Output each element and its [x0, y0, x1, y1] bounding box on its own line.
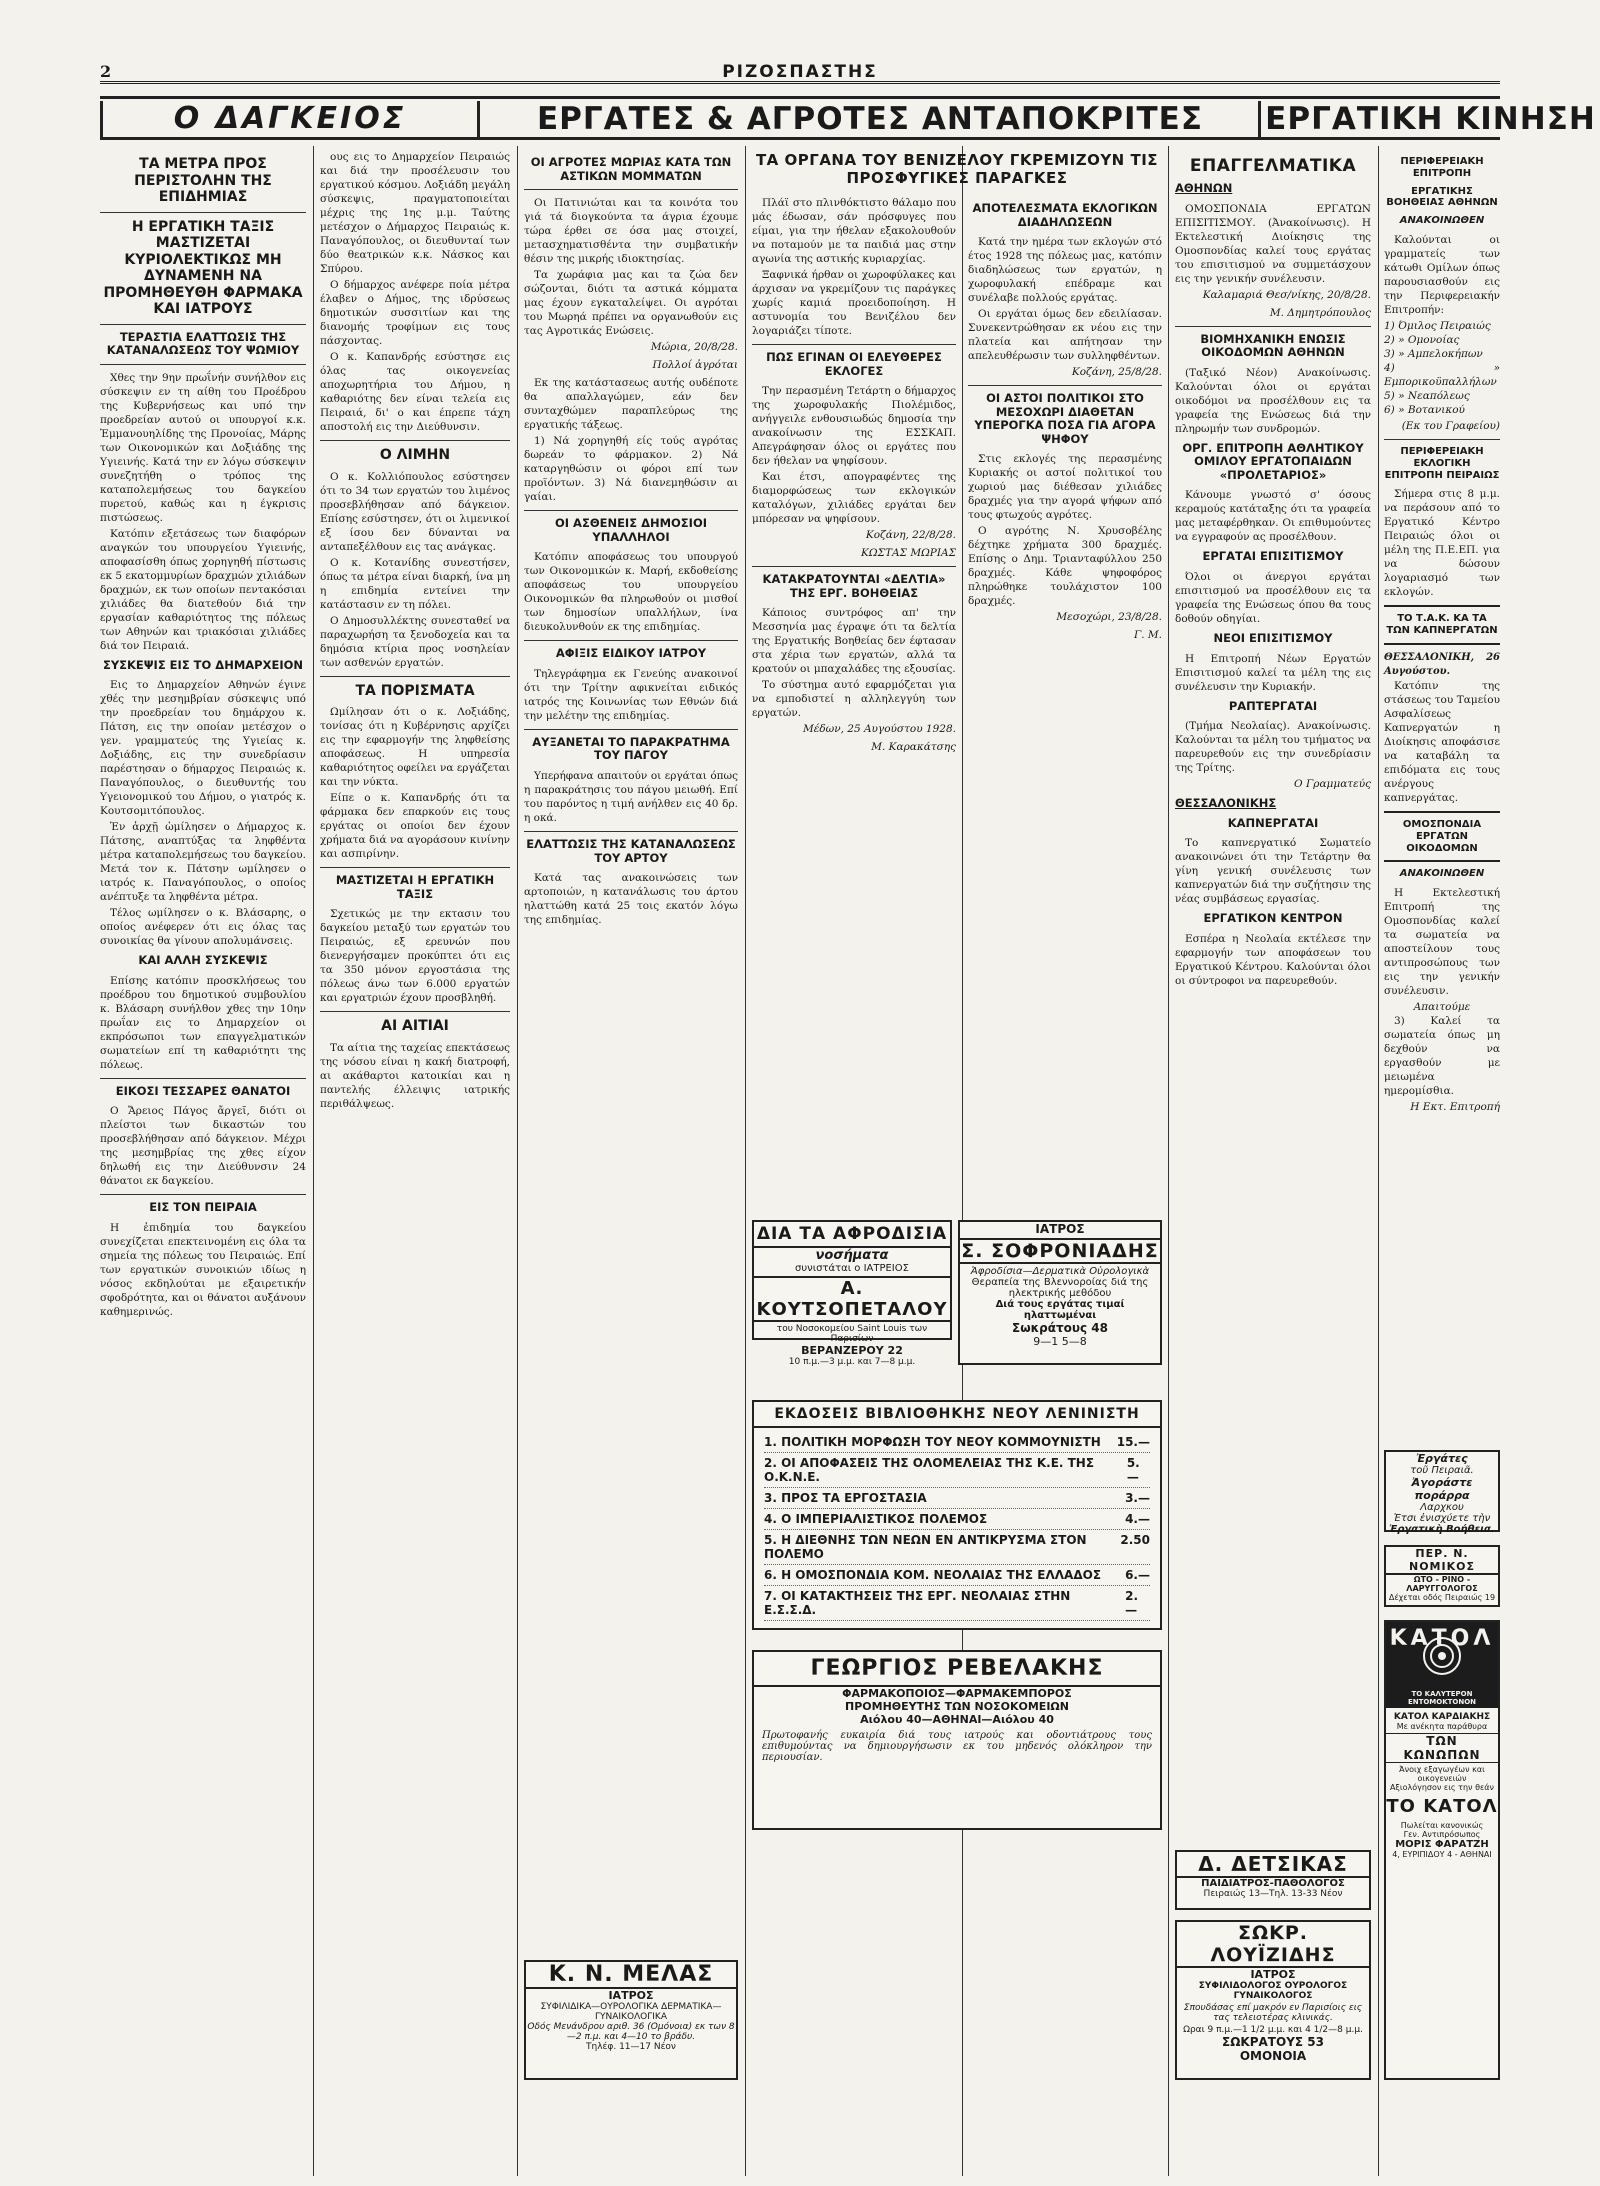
signature: ΚΩΣΤΑΣ ΜΩΡΙΑΣ — [861, 547, 956, 560]
subheading: ΕΙΣ ΤΟΝ ΠΕΙΡΑΙΑ — [149, 1200, 257, 1215]
dateline: Μεσοχώρι, 23/8/28. — [1056, 611, 1162, 624]
ad-name: ΣΩΚΡ. ΛΟΥΪΖΙΔΗΣ — [1177, 1922, 1369, 1968]
ad-text: ΤΟ ΚΑΛΥΤΕΡΟΝ ΕΝΤΟΜΟΚΤΟΝΟΝ — [1407, 1690, 1477, 1706]
article-paragraph: Επίσης κατόπιν προσκλήσεως του προέδρου του δημοτικού συμβουλίου κ. Βλάσαρη συνήλθον χθες την 10ην πρωΐαν εις το Δημαρχείον οι εκπρόσωποι των επαγγελματικών σωματείων επί τη καθαριότητι της πόλεως. — [100, 974, 306, 1071]
katol-logo: ΚΑΤΟΛ — [1389, 1626, 1495, 1651]
headline-farmers: ΟΙ ΑΓΡΟΤΕΣ ΜΩΡΙΑΣ ΚΑΤΑ ΤΩΝ ΑΣΤΙΚΩΝ ΜΟΜΜΑΤΩΝ — [530, 155, 732, 183]
katol-logo-box — [1386, 1622, 1498, 1708]
article-paragraph: Τηλεγράφημα εκ Γενεύης ανακοινοί ότι την Τρίτην αφικνείται ειδικός ιατρός της Κοινωνίας των Εθνών διά την μελέτην της επιδημίας. — [524, 667, 738, 722]
subheading-conclusions: ΤΑ ΠΟΡΙΣΜΑΤΑ — [355, 682, 475, 699]
article-paragraph: Εκ της κατάστασεως αυτής ουδέποτε θα απαλλαγώμεν, εάν δεν συνταχθώμεν παραπλεύρως της εργατικής τάξεως. — [524, 377, 738, 432]
article-paragraph: Ἐν ἀρχῇ ὡμίλησεν ο Δήμαρχος κ. Πάτσης, αναπτύξας τα ληφθέντα μέτρα καταπολεμήσεως του δαγκείου. Μετά τον κ. Πάτσην ωμίλησεν ο ιατρός κ. Παναγόπουλος, ο οποίος ανέπτυξε τα ληφθέντα μέτρα. — [100, 821, 306, 904]
group-list — [1384, 319, 1500, 417]
section-header-band — [100, 96, 1596, 140]
subheading: Απαιτούμε — [1413, 1001, 1471, 1014]
article-paragraph: Στις εκλογές της περασμένης Κυριακής οι αστοί πολιτικοί του χωριού μας διέθεσαν χιλιάδες δραχμές για την αγορά ψήφων από τους φτωχούς αγρότες. — [968, 453, 1162, 522]
subheading: ΡΑΠΤΕΡΓΑΤΑΙ — [1228, 698, 1318, 713]
article-paragraph: Ο κ. Καπανδρής εσύστησε εις όλας τας οικογενείας αποχωρητήρια του Δήμου, η καθαριότης δεν είναι τελεία εις Πειραιά, δι' ο και έπρεπε τάχη αποστολή εις την Διεύθυνσιν. — [320, 351, 510, 433]
section-title-correspondents: ΕΡΓΑΤΕΣ & ΑΓΡΟΤΕΣ ΑΝΤΑΠΟΚΡΙΤΕΣ — [536, 101, 1203, 137]
column-correspondents-1 — [524, 150, 738, 1960]
paper-title: ΡΙΖΟΣΠΑΣΤΗΣ — [722, 62, 878, 82]
subheading: ΚΑΠΝΕΡΓΑΤΑΙ — [1227, 815, 1319, 830]
article-paragraph: Ο Ἄρειος Πάγος ἄργεῖ, διότι οι πλείστοι των δικαστών του προσεβλήθησαν από δάγκειον. Μέχρι της μεσημβρίας της χθες είχον δηλωθή εις την Διεύθυνσιν 24 θάνατοι εκ δαγκείου. — [100, 1105, 306, 1188]
article-paragraph: Κάνουμε γνωστό σ' όσους κεραμούς κατάταξης ότι τα γραφεία μας μεταφέρθηκαν. Οι επιθυμούντες να εγγραφούν ας προσέλθουν. — [1175, 489, 1371, 544]
headline-builders: ΟΜΟΣΠΟΝΔΙΑ ΕΡΓΑΤΩΝ ΟΙΚΟΔΟΜΩΝ — [1402, 818, 1482, 854]
column-regional — [1384, 150, 1500, 1440]
page-number: 2 — [100, 62, 112, 81]
subheading: ΟΙ ΑΣΘΕΝΕΙΣ ΔΗΜΟΣΙΟΙ ΥΠΑΛΛΗΛΟΙ — [555, 516, 707, 544]
subheading: ΕΡΓΑΤΙΚΟΝ ΚΕΝΤΡΟΝ — [1203, 911, 1343, 926]
article-paragraph: Ωμίλησαν ότι ο κ. Λοξιάδης, τονίσας ότι η Κυβέρνησις αρχίζει εις την εφαρμογήν της ληφθείσης αποφάσεως. Η υπηρεσία καθαριότητος οφείλει να εργάζεται και την νύκτα. — [320, 706, 510, 789]
article-paragraph: Σήμερα στις 8 μ.μ. να περάσουν από το Εργατικό Κέντρο Πειραιώς όλοι οι μέλη της Π.Ε.ΕΠ. για να δώσουν λογαριασμό των εκλογών. — [1384, 488, 1500, 599]
subheading: ΑΝΑΚΟΙΝΩΘΕΝ — [1399, 215, 1485, 227]
ad-text: Θεραπεία της Βλεννοροίας διά της ηλεκτρικής μεθόδου — [971, 1277, 1149, 1299]
subheading-port: Ο ΛΙΜΗΝ — [379, 447, 451, 463]
section-title-dagkeios: Ο ΔΑΓΚΕΙΟΣ — [100, 101, 480, 137]
article-paragraph: Εσπέρα η Νεολαία εκτέλεσε την εφαρμογήν των αποφάσεων του Εργατικού Κέντρου. Καλούνται όλοι οι σύντροφοι να παρευρεθούν. — [1175, 932, 1371, 987]
masthead — [100, 62, 1500, 84]
signature: Γ. Μ. — [1133, 629, 1162, 642]
article-paragraph: Τα χωράφια μας και τα ζώα δεν σώζονται, διότι τα αστικά κόμματα μας έχουν εγκαταλείψει. Οι αγρόται του Μωρηά πρέπει να οργανωθούν εις τας Αγροτικάς Ενώσεις. — [524, 269, 738, 338]
subheading: ΑΝΑΚΟΙΝΩΘΕΝ — [1399, 868, 1485, 880]
ad-sofroniadis — [958, 1220, 1162, 1365]
ad-text: ΠΑΙΔΙΑΤΡΟΣ-ΠΑΘΟΛΟΓΟΣ — [1201, 1878, 1345, 1889]
ad-text: ΟΜΟΝΟΙΑ — [1239, 2049, 1307, 2063]
subheading: ΑΦΙΞΙΣ ΕΙΔΙΚΟΥ ΙΑΤΡΟΥ — [555, 646, 707, 661]
article-paragraph: 1) Νά χορηγηθή είς τούς αγρότας δωρεάν το φάρμακον. 2) Νά καταργηθώσιν οι φόροι επί των προϊόντων. 3) Νά διανεμηθώσιν αι γαίαι. — [524, 435, 738, 504]
ad-address: Δέχεται οδός Πειραιώς 19 — [1388, 1593, 1496, 1602]
subheading: ΠΩΣ ΕΓΙΝΑΝ ΟΙ ΕΛΕΥΘΕΡΕΣ ΕΚΛΟΓΕΣ — [766, 350, 942, 378]
ad-address: ΣΩΚΡΑΤΟΥΣ 53 — [1222, 2035, 1324, 2049]
ad-text: Ἀφροδίσια—Δερματικὰ Οὐρολογικὰ — [970, 1266, 1150, 1277]
ad-name: Δ. ΔΕΤΣΙΚΑΣ — [1177, 1852, 1369, 1878]
ad-phone: Τηλέφ. 11—17 Νέον — [586, 2042, 676, 2052]
ad-text: ΩΤΟ - ΡΙΝΟ - ΛΑΡΥΓΓΟΛΟΓΟΣ — [1406, 1575, 1478, 1593]
article-paragraph: Το σύστημα αυτό εφαρμόζεται για να εμποδιστεί η αλληλεγγύη των εργατών. — [752, 679, 956, 720]
ad-address: Σωκράτους 48 — [1012, 1321, 1108, 1335]
list-item: 5) » Νεαπόλεως — [1384, 389, 1470, 402]
ad-text: ΙΑΤΡΟΣ — [1035, 1222, 1085, 1236]
ad-headline: ΔΙΑ ΤΑ ΑΦΡΟΔΙΣΙΑ — [754, 1222, 950, 1248]
subheading: ΜΑΣΤΙΖΕΤΑΙ Η ΕΡΓΑΤΙΚΗ ΤΑΞΙΣ — [335, 873, 495, 901]
list-item: 7. ΟΙ ΚΑΤΑΚΤΗΣΕΙΣ ΤΗΣ ΕΡΓ. ΝΕΟΛΑΙΑΣ ΣΤΗΝ Ε.Σ.Σ.Δ. 2.— — [764, 1586, 1150, 1621]
list-item: 1) Όμιλος Πειραιώς — [1384, 319, 1491, 332]
headline-regional: ΠΕΡΙΦΕΡΕΙΑΚΗ ΕΠΙΤΡΟΠΗ — [1400, 156, 1484, 179]
ad-name: Α. ΚΟΥΤΣΟΠΕΤΑΛΟΥ — [754, 1276, 950, 1322]
ad-text: Ἀγοράστε ποράρρα — [1411, 1476, 1473, 1502]
ad-address: 4, ΕΥΡΙΠΙΔΟΥ 4 - ΑΘΗΝΑΙ — [1392, 1850, 1492, 1859]
article-paragraph: Κατόπιν της στάσεως του Ταμείου Ασφαλίσεως Καπνεργατών η Διοίκησις αποφάσισε να καταβάλη τα επιδόματα εις τους ανέργους καπνεργάτας. — [1384, 679, 1500, 804]
column-rule — [1378, 146, 1379, 2176]
subheading: ΑΥΞΑΝΕΤΑΙ ΤΟ ΠΑΡΑΚΡΑΤΗΜΑ ΤΟΥ ΠΑΓΟΥ — [532, 734, 730, 763]
ad-address: Οδός Μενάνδρου αριθ. 36 (Ομόνοια) εκ των 8—2 π.μ. και 4—10 το βράδυ. — [527, 2022, 735, 2042]
ad-text: ΙΑΤΡΟΣ — [1250, 1968, 1296, 1981]
ad-text: Πρωτοφανής ευκαιρία διά τους ιατρούς και οδοντιάτρους τους επιθυμούντας να δημιουργήσωσιν εκ του μηδενός ολόκληρον την περιουσίαν. — [762, 1730, 1152, 1763]
dateline: Κοζάνη, 25/8/28. — [1071, 366, 1162, 379]
ad-text: ΦΑΡΜΑΚΟΠΟΙΟΣ—ΦΑΡΜΑΚΕΜΠΟΡΟΣ — [842, 1687, 1072, 1700]
list-item: 6. Η ΟΜΟΣΠΟΝΔΙΑ ΚΟΜ. ΝΕΟΛΑΙΑΣ ΤΗΣ ΕΛΛΑΔΟΣ 6.— — [764, 1565, 1150, 1586]
article-paragraph: Η Επιτροπή Νέων Εργατών Επισιτισμού καλεί τα μέλη της εις συνέλευσιν την Κυριακήν. — [1175, 652, 1371, 693]
ad-text: ΙΑΤΡΟΣ — [608, 1989, 654, 2002]
section-title-labor-movement: ΕΡΓΑΤΙΚΗ ΚΙΝΗΣΗ — [1258, 101, 1600, 137]
list-item: 2. ΟΙ ΑΠΟΦΑΣΕΙΣ ΤΗΣ ΟΛΟΜΕΛΕΙΑΣ ΤΗΣ Κ.Ε. ΤΗΣ Ο.Κ.Ν.Ε. 5.— — [764, 1453, 1150, 1488]
ad-text: ΠΡΟΜΗΘΕΥΤΗΣ ΤΩΝ ΝΟΣΟΚΟΜΕΙΩΝ — [845, 1700, 1069, 1713]
ad-louizidis — [1175, 1920, 1371, 2080]
ad-text: Λαρχκου — [1420, 1502, 1464, 1513]
article-paragraph: Την περασμένη Τετάρτη ο δήμαρχος της χωροφυλακής Πιολέμιδος, ανήγγειλε ενθουσιωδώς δημοσία την ανακοίνωσιν της ΕΣΣΚΑΠ. Απεγράφησαν όλος οι εργάτες που δεν ήθελαν να ψηφίσουν. — [752, 385, 956, 468]
list-item: 3. ΠΡΟΣ ΤΑ ΕΡΓΟΣΤΑΣΙΑ 3.— — [764, 1488, 1150, 1509]
ad-katol — [1384, 1620, 1500, 2080]
ad-name: ΤΟ ΚΑΤΟΛ — [1386, 1796, 1498, 1817]
column-rule — [1168, 146, 1169, 2176]
article-paragraph: Ο δήμαρχος ανέφερε ποία μέτρα έλαβεν ο Δήμος, της ιδρύσεως δημοτικών συσσιτίων και της διανομής τροφίμων εις τους πάσχοντας. — [320, 279, 510, 347]
column-rule — [745, 146, 746, 2176]
ad-headline: ΕΚΔΟΣΕΙΣ ΒΙΒΛΙΟΘΗΚΗΣ ΝΕΟΥ ΛΕΝΙΝΙΣΤΗ — [754, 1402, 1160, 1428]
column-correspondents-2 — [752, 196, 956, 1196]
dateline: ΘΕΣΣΑΛΟΝΙΚΗ, 26 Αυγούστου. — [1384, 651, 1500, 677]
ad-address: Αιόλου 40—ΑΘΗΝΑΙ—Αιόλου 40 — [860, 1713, 1054, 1726]
ad-name: Σ. ΣΟΦΡΟΝΙΑΔΗΣ — [961, 1240, 1159, 1262]
ad-address: Πειραιώς 13—Τηλ. 13-33 Νέον — [1203, 1889, 1343, 1899]
ad-text: Ἀνοιχ εξαγωγέων και οικογενειών — [1399, 1765, 1485, 1783]
signature: Ο Γραμματεύς — [1294, 778, 1371, 791]
ad-ergates — [1384, 1450, 1500, 1535]
headline-regional-b: ΕΡΓΑΤΙΚΗΣ ΒΟΗΘΕΙΑΣ ΑΘΗΝΩΝ — [1386, 185, 1498, 209]
dateline: Μέδων, 25 Αυγούστου 1928. — [802, 723, 956, 736]
article-paragraph: Σχετικώς με την εκτασιν του δαγκείου μεταξύ των εργατών του Πειραιώς, εξ ερευνών που διενεργήσαμεν προκύπτει ότι εις τα 350 μόνον εργοστάσια της πόλεως άνω των 6.000 εργατών και εργατριών έχουν προσβληθή. — [320, 908, 510, 1005]
subheading-thessaloniki: ΘΕΣΣΑΛΟΝΙΚΗΣ — [1175, 796, 1277, 811]
ad-text: Πωλείται κανονικώς — [1400, 1821, 1484, 1830]
ad-nomikos — [1384, 1545, 1500, 1607]
subheading: ΟΡΓ. ΕΠΙΤΡΟΠΗ ΑΘΛΗΤΙΚΟΥ ΟΜΙΛΟΥ ΕΡΓΑΤΟΠΑΙΔΩΝ «ΠΡΟΛΕΤΑΡΙΟΣ» — [1182, 440, 1364, 482]
article-paragraph: Η ἐπιδημία του δαγκείου συνεχίζεται επεκτεινομένη εις όλα τα σημεία της πόλεως του Πειραιώς. Επί των εργατικών συνοικιών ιδίως η νόσος εκδηλούται με εξαιρετικήν σφοδρότητα, και οι θάνατοι αυξάνουν καθημερινώς. — [100, 1222, 306, 1319]
ad-afrodisia — [752, 1220, 952, 1367]
dateline: Μώρια, 20/8/28. — [650, 341, 738, 354]
column-correspondents-3 — [968, 196, 1162, 1196]
subheading-causes: ΑΙ ΑΙΤΙΑΙ — [381, 1018, 449, 1035]
headline-measures: ΤΑ ΜΕΤΡΑ ΠΡΟΣ ΠΕΡΙΣΤΟΛΗΝ ΤΗΣ ΕΠΙΔΗΜΙΑΣ — [134, 156, 272, 206]
ad-text: ΚΑΤΟΛ ΚΑΡΔΙΑΚΗΣ — [1393, 1712, 1491, 1722]
headline-venizelos: ΤΑ ΟΡΓΑΝΑ ΤΟΥ ΒΕΝΙΖΕΛΟΥ ΓΚΡΕΜΙΖΟΥΝ ΤΙΣ ΠΡΟΣΦΥΓΙΚΕΣ ΠΑΡΑΓΚΕΣ — [755, 151, 1159, 187]
ad-hours: Ωραι 9 π.μ.—1 1/2 μ.μ. και 4 1/2—8 μ.μ. — [1183, 2025, 1363, 2035]
list-item: 3) » Αμπελοκήπων — [1384, 347, 1483, 360]
article-paragraph: Πλάϊ στο πλινθόκτιστο θάλαμο που μάς έδωσαν, σάν πρόσφυγες που είμαι, για την ήθελαν εξακολουθούν να ποταμούν με τα παιδιά μας στην αγωνία της αστικής κυριαρχίας. — [752, 197, 956, 265]
subheading: ΣΥΣΚΕΨΙΣ ΕΙΣ ΤΟ ΔΗΜΑΡΧΕΙΟΝ — [102, 657, 304, 672]
ad-text: Ἐργάτες — [1416, 1452, 1468, 1465]
signature: (Εκ του Γραφείου) — [1401, 419, 1500, 432]
ad-text: του Νοσοκομείου Saint Louis των Παρισίων — [776, 1324, 928, 1344]
headline-tak: ΤΟ Τ.Α.Κ. ΚΑ ΤΑ ΤΩΝ ΚΑΠΝΕΡΓΑΤΩΝ — [1386, 613, 1498, 637]
ad-text: ΣΥΦΙΛΙΔΙΚΑ—ΟΥΡΟΛΟΓΙΚΑ ΔΕΡΜΑΤΙΚΑ—ΓΥΝΑΙΚΟΛΟΓΙΚΑ — [540, 2002, 722, 2022]
article-paragraph: Και έτσι, απογραφέντες της διαμορφώσεως των εκλογικών καταλόγων, χιλιάδες εργάται δεν μπόρεσαν να ψηφίσουν. — [752, 471, 956, 526]
article-paragraph: Καλούνται οι γραμματείς των κάτωθι Ομίλων όπως παρουσιασθούν εις την Περιφερειακήν Επιτροπήν: — [1384, 233, 1500, 316]
headline-working-class: Η ΕΡΓΑΤΙΚΗ ΤΑΞΙΣ ΜΑΣΤΙΖΕΤΑΙ ΚΥΡΙΟΛΕΚΤΙΚΩΣ ΜΗ ΔΥΝΑΜΕΝΗ ΝΑ ΠΡΟΜΗΘΕΥΘΗ ΦΑΡΜΑΚΑ ΚΑΙ ΙΑΤΡΟΥΣ — [103, 218, 303, 318]
article-paragraph: Υπερήφανα απαιτούν οι εργάται όπως η παρακράτησις του πάγου μειωθή. Επί του παρόντος η τιμή ανήλθεν εις 40 δρ. η οκά. — [524, 769, 738, 824]
ad-hours: 10 π.μ.—3 μ.μ. και 7—8 μ.μ. — [788, 1357, 916, 1367]
article-paragraph: (Τμήμα Νεολαίας). Ανακοίνωσις. Καλούνται τα μέλη του τμήματος να παρευρεθούν εις την συνεδρίασιν της Τρίτης. — [1175, 720, 1371, 775]
list-item: 2) » Ομονοίας — [1384, 333, 1460, 346]
signature: Μ. Καρακάτσης — [871, 741, 956, 754]
column-rule — [962, 146, 963, 2176]
list-item: 4. Ο ΙΜΠΕΡΙΑΛΙΣΤΙΚΟΣ ΠΟΛΕΜΟΣ 4.— — [764, 1509, 1150, 1530]
signature: Η Εκτ. Επιτροπή — [1410, 1101, 1500, 1114]
column-rule — [517, 146, 518, 2176]
list-item: 6) » Βοτανικού — [1384, 403, 1465, 416]
ad-text: Διά τους εργάτας τιμαί ηλαττωμέναι — [995, 1299, 1125, 1321]
article-paragraph: Τα αίτια της ταχείας επεκτάσεως της νόσου είναι η κακή διατροφή, αι ακάθαρτοι κατοικίαι και η παντελής έλλειψις ιατρικής περιθάλψεως. — [320, 1041, 510, 1110]
ad-text: Σπουδάσας επί μακρόν εν Παρισίοις εις τας τελειοτέρας κλινικάς. — [1183, 2003, 1363, 2023]
ad-text: Με ανέκητα παράθυρα — [1396, 1722, 1488, 1731]
article-paragraph: Το καπνεργατικό Σωματείο ανακοινώνει ότι την Τετάρτην θα γίνη γενική συνέλευσις των καπνεργατών διά την συζήτησιν της νέας συμβάσεως εργασίας. — [1175, 837, 1371, 906]
ad-text: ΣΥΦΙΛΙΔΟΛΟΓΟΣ ΟΥΡΟΛΟΓΟΣ ΓΥΝΑΙΚΟΛΟΓΟΣ — [1198, 1981, 1348, 2001]
ad-text: συνιστάται ο ΙΑΤΡΕΙΟΣ — [795, 1263, 909, 1274]
column-rule — [313, 146, 314, 2176]
ad-text: ΤΩΝ ΚΩΝΩΠΩΝ — [1386, 1733, 1498, 1763]
signature: Μ. Δημητρόπουλος — [1269, 306, 1371, 319]
dateline: Καλαμαριά Θεσ/νίκης, 20/8/28. — [1202, 288, 1371, 301]
ad-name: ΓΕΩΡΓΙΟΣ ΡΕΒΕΛΑΚΗΣ — [754, 1652, 1160, 1687]
article-paragraph: Χθες την 9ην πρωΐνήν συνήλθον εις σύσκεψιν εν τη αίθη του Προέδρου της Κυβερνήσεως και υπό την προεδρείαν αυτού οι υπουργοί κ.κ. Ἐμμανουηλίδης της Προνοίας, Μάρης των Οικονομικών και Δοξιάδης της Υγιεινής. Κατά την εν λόγω σύσκεψιν συνεζητήθη ο τρόπος της καταπολεμήσεως του δαγκείου πυρετού, καθώς και η έγκρισις πιστώσεως. — [100, 371, 306, 524]
ad-name: ΠΕΡ. Ν. ΝΟΜΙΚΟΣ — [1386, 1547, 1498, 1575]
subheading: ΑΠΟΤΕΛΕΣΜΑΤΑ ΕΚΛΟΓΙΚΩΝ ΔΙΑΔΗΛΩΣΕΩΝ — [972, 201, 1158, 229]
article-paragraph: Οι Πατινιώται και τα κοινότα του γιά τά διογκούντα τα άγρια έχουμε τώρα έρθει σε όσα μας στοιχεί, μετασχηματισθέντα την συμβατικήν θέσιν της μικρής ιδιοκτησίας. — [524, 197, 738, 266]
article-paragraph: Ξαφνικά ήρθαν οι χωροφύλακες και άρχισαν να γκρεμίζουν τις παράγκες χωρίς καμιά προειδοποίηση. Η αστυνομία του Βενιζέλου δεν λογαριάζει τίποτε. — [752, 269, 956, 337]
subheading: ΒΙΟΜΗΧΑΝΙΚΗ ΕΝΩΣΙΣ ΟΙΚΟΔΟΜΩΝ ΑΘΗΝΩΝ — [1200, 331, 1346, 360]
article-paragraph: Ο κ. Κολλιόπουλος εσύστησεν ότι το 34 των εργατών του λιμένος προσεβλήθησαν από δάγκειον. Επίσης εσύστησεν, ότι οι λιμενικοί εξ ίσου δεν δύνανται να ανταπεξέλθουν εις τας ανάγκας. — [320, 470, 510, 553]
headline-professional: ΕΠΑΓΓΕΛΜΑΤΙΚΑ — [1189, 156, 1357, 176]
subheading: ΚΑΙ ΑΛΛΗ ΣΥΣΚΕΨΙΣ — [138, 953, 268, 968]
subheading: ΕΙΚΟΣΙ ΤΕΣΣΑΡΕΣ ΘΑΝΑΤΟΙ — [115, 1083, 291, 1098]
subheading: ΕΛΑΤΤΩΣΙΣ ΤΗΣ ΚΑΤΑΝΑΛΩΣΕΩΣ ΤΟΥ ΑΡΤΟΥ — [526, 836, 736, 865]
article-paragraph: Κατά την ημέρα των εκλογών στό έτος 1928 της πόλεως μας, κατόπιν διαδηλώσεως των εργατών, η χωροφυλακή επέδραμε και συνέλαβε πολλούς εργάτας. — [968, 236, 1162, 305]
list-item: 1. ΠΟΛΙΤΙΚΗ ΜΟΡΦΩΣΗ ΤΟΥ ΝΕΟΥ ΚΟΜΜΟΥΝΙΣΤΗ 15.— — [764, 1432, 1150, 1453]
subheading: ΝΕΟΙ ΕΠΙΣΙΤΙΣΜΟΥ — [1213, 630, 1333, 645]
article-paragraph: Η Εκτελεστική Επιτροπή της Ομοσπονδίας καλεί τα σωματεία να αποστείλουν τους αντιπροσώπους των εις την γενικήν συνέλευσιν. — [1384, 887, 1500, 998]
ad-address: ΒΕΡΑΝΖΕΡΟΥ 22 — [801, 1344, 903, 1357]
subheading: ΚΑΤΑΚΡΑΤΟΥΝΤΑΙ «ΔΕΛΤΙΑ» ΤΗΣ ΕΡΓ. ΒΟΗΘΕΙΑΣ — [762, 572, 946, 600]
ad-text: Αξιολόγησον εις την θεάν — [1389, 1783, 1495, 1792]
subheading: ΠΕΡΙΦΕΡΕΙΑΚΗ ΕΚΛΟΓΙΚΗ ΕΠΙΤΡΟΠΗ ΠΕΙΡΑΙΩΣ — [1384, 445, 1500, 481]
article-paragraph: Κάποιος συντρόφος απ' την Μεσσηνία μας έγραψε ότι τα δελτία της Εργατικής Βοηθείας δεν έφτασαν στα χέρια των εργατών, αλλά τα κρατούν οι μπαχαλάδες της εξουσίας. — [752, 607, 956, 676]
subheading: ΕΡΓΑΤΑΙ ΕΠΙΣΙΤΙΣΜΟΥ — [1202, 549, 1344, 564]
headline-span — [752, 150, 1162, 190]
ad-detsikas — [1175, 1850, 1371, 1910]
dateline: Κοζάνη, 22/8/28. — [865, 529, 956, 542]
subheading: ΟΙ ΑΣΤΟΙ ΠΟΛΙΤΙΚΟΙ ΣΤΟ ΜΕΣΟΧΩΡΙ ΔΙΑΘΕΤΑΝ ΥΠΕΡΟΓΚΑ ΠΟΣΑ ΓΙΑ ΑΓΟΡΑ ΨΗΦΟΥ — [974, 391, 1156, 446]
column-dagkeios-main — [100, 150, 306, 2180]
ad-melas — [524, 1960, 738, 2080]
article-paragraph: 3) Καλεί τα σωματεία όπως μη δεχθούν να εργασθούν με μειωμένα ημερομίσθια. — [1384, 1015, 1500, 1098]
ad-revelakis — [752, 1650, 1162, 1830]
list-item: 4) » Εμπορικοϋπαλλήλων — [1384, 361, 1500, 388]
ad-hours: 9—1 5—8 — [1033, 1335, 1087, 1348]
ad-text: τοῦ Πειραιᾶ. — [1410, 1465, 1474, 1476]
list-item: 5. Η ΔΙΕΘΝΗΣ ΤΩΝ ΝΕΩΝ ΕΝ ΑΝΤΙΚΡΥΣΜΑ ΣΤΟΝ ΠΟΛΕΜΟ 2.50 — [764, 1530, 1150, 1565]
article-paragraph: Ο Δημοσυλλέκτης συνεσταθεί να παραχωρήση τα ξενοδοχεία και τα δημόσια κτίρια προς νοσηλείαν των ασθενών εργατών. — [320, 614, 510, 669]
article-paragraph: ΟΜΟΣΠΟΝΔΙΑ ΕΡΓΑΤΩΝ ΕΠΙΣΙΤΙΣΜΟΥ. (Ἀνακοίνωσις). Η Εκτελεστική Διοίκησις της Ομοσπονδίας καλεί τους εργάτας του επισιτισμού να συμμετάσχουν εις την γενικήν συνέλευσιν. — [1175, 202, 1371, 285]
article-paragraph: Είπε ο κ. Καπανδρής ότι τα φάρμακα δεν επαρκούν εις τους εργάτας οι οποίοι δεν έχουν χρήματα διά να αγοράσουν κινίνην και ασπιρίνην. — [320, 792, 510, 861]
ad-text: Ἐργατικὴ Βοήθεια. — [1389, 1524, 1495, 1535]
ad-text: Γεν. Αντιπρόσωπος — [1403, 1830, 1481, 1839]
ad-name: Κ. Ν. ΜΕΛΑΣ — [526, 1962, 736, 1989]
article-paragraph: Τέλος ωμίλησεν ο κ. Βλάσαρης, ο οποίος ανέφερεν ότι εις όλας τας συνοικίας θα γίνουν απολυμάνσεις. — [100, 907, 306, 948]
article-paragraph: Κατόπιν αποφάσεως του υπουργού των Οικονομικών κ. Μαρή, εκδοθείσης αποφάσεως του υπουργείου Οικονομικών θα πληρωθούν οι μισθοί των δημοσίων υπαλλήλων, ίνα διευκολυνθούν εκ της επιδημίας. — [524, 551, 738, 634]
article-paragraph: ους εις το Δημαρχείον Πειραιώς και διά την προσέλευσιν του εργατικού κόσμου. Λοξιάδη μεγάλη σύσκεψις, πραγματοποιείται μέχρις της 1ης μ.μ. Ταύτης μετέσχον ο Δήμαρχος Πειραιώς κ. Παναγόπουλος, οι διευθυνταί των δύο θεατρικών κ.κ. Νάσκος και Σπύρου. — [320, 151, 510, 275]
article-paragraph: Εις το Δημαρχείον Αθηνών έγινε χθές την μεσημβρίαν σύσκεψις υπό την προεδρείαν του δημάρχου κ. Πάτση, εις την οποίαν μετέσχον ο γεν. γραμματεύς της Υγιείας κ. Δοξιάδης, εις την συνεδρίασιν παρέστησαν ο δήμαρχος Πειραιώς κ. Παναγόπουλος, ο διευθυντής του Υγειονομικού του Δήμου, ο γιατρός κ. Κουτσομιτόπουλος. — [100, 679, 306, 818]
signature: Πολλοί ἀγρόται — [652, 359, 738, 372]
ad-text: Ἐτσι ἐνισχύετε τὴν — [1393, 1513, 1491, 1524]
article-paragraph: Κατόπιν εξετάσεως των διαφόρων αναγκών του υπουργείου Υγιεινής, αποφασίσθη όπως χορηγηθή πίστωσις εκ 5 εκατομμυρίων δραχμών χιλιάδων δραχμών, εκ των οποίων πεντακόσιαι χιλιάδες θα διατεθούν διά την εργασίαν καθαριότητος της πόλεως των Αθηνών και τριακόσιαι χιλιάδες διά τον Πειραιά. — [100, 527, 306, 652]
article-paragraph: Ο αγρότης Ν. Χρυσοβέλης δέχτηκε χρήματα 300 δραχμές. Επίσης ο Δημ. Τριανταφύλλου 250 δραχμές. Κάθε ψηφοφόρος πληρώθηκε τουλάχιστον 100 δραχμές. — [968, 525, 1162, 608]
column-dagkeios-cont — [320, 150, 510, 2180]
book-list — [754, 1428, 1160, 1625]
ad-text: νοσήματα — [815, 1248, 889, 1263]
article-paragraph: (Ταξικό Νέον) Ανακοίνωσις. Καλούνται όλοι οι εργάται οικοδόμοι να προσέλθουν εις τα γραφεία της Ενώσεως διά την πληρωμήν των συνδρομών. — [1175, 366, 1371, 435]
ad-books — [752, 1400, 1162, 1630]
subheading-athens: ΑΘΗΝΩΝ — [1175, 181, 1233, 196]
article-paragraph: Όλοι οι άνεργοι εργάται επισιτισμού να προσέλθουν εις τα γραφεία της Ενώσεως όπου θα τους δοθούν οδηγίαι. — [1175, 570, 1371, 625]
headline-bread: ΤΕΡΑΣΤΙΑ ΕΛΑΤΤΩΣΙΣ ΤΗΣ ΚΑΤΑΝΑΛΩΣΕΩΣ ΤΟΥ ΨΩΜΙΟΥ — [106, 329, 300, 358]
article-paragraph: Οι εργάται όμως δεν εδειλίασαν. Συνεκεντρώθησαν εκ νέου εις την πλατεία και απήτησαν την απελευθέρωσιν των συλληφθέντων. — [968, 308, 1162, 363]
ad-text: ΜΟΡΙΣ ΦΑΡΑΤΖΗ — [1395, 1839, 1489, 1850]
article-paragraph: Ο κ. Κοτανίδης συνεστήσεν, όπως τα μέτρα είναι διαρκή, ίνα μη η επιδημία εντείνει την κατάστασιν εν τη πόλει. — [320, 556, 510, 611]
article-paragraph: Κατά τας ανακοινώσεις των αρτοποιών, η κατανάλωσις του άρτου ηλαττώθη κατά 25 τοις εκατόν λόγω της επιδημίας. — [524, 872, 738, 927]
